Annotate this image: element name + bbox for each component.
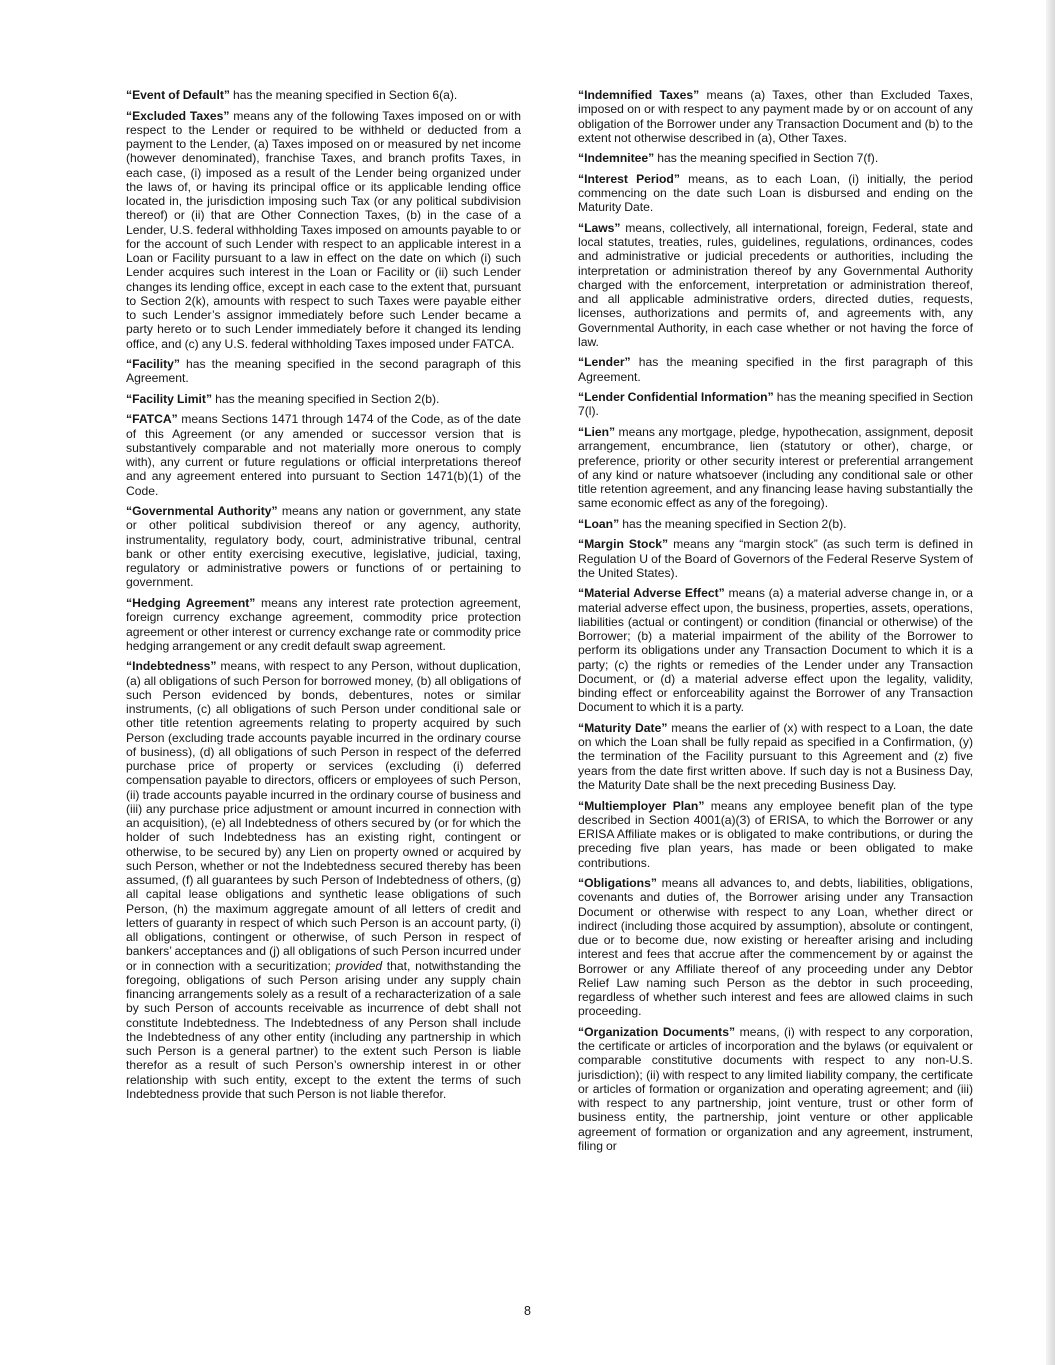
defined-term: “Indebtedness” bbox=[126, 659, 217, 674]
definition-facility-limit bbox=[126, 392, 521, 406]
defined-term: “Maturity Date” bbox=[578, 720, 668, 735]
definition-organization-documents bbox=[578, 1025, 973, 1153]
defined-term: “Laws” bbox=[578, 220, 621, 235]
left-column bbox=[126, 88, 521, 1107]
definition-text: means any interest rate protection agreement, foreign currency exchange agreement, commodity price protection agreement or other interest or currency exchange rate or commodity price hedging arrangement or any credit default swap agreement. bbox=[126, 596, 521, 653]
definition-text: means all advances to, and debts, liabilities, obligations, covenants and duties of, the Borrower arising under any Transaction Document or otherwise with respect to any Loan, whether direct or indirect (including those acquired by assumption), absolute or contingent, due or to become due, now existing or hereafter arising and including interest and fees that accrue after the commencement by or against the Borrower or any Affiliate thereof of any proceeding under any Debtor Relief Law naming such Person as the debtor in such proceeding, regardless of whether such interest and fees are allowed claims in such proceeding. bbox=[578, 876, 973, 1019]
defined-term: “Event of Default” bbox=[126, 88, 230, 102]
definition-text: means any mortgage, pledge, hypothecation, assignment, deposit arrangement, encumbrance, lien (statutory or other), charge, or preference, priority or other security interest or preferential arrangement of any kind or nature whatsoever (including any conditional sale or other title retention agreement, and any financing lease having substantially the same economic effect as any of the foregoing). bbox=[578, 425, 973, 511]
definition-text: means any nation or government, any state or other political subdivision thereof or any agency, authority, instrumentality, regulatory body, court, administrative tribunal, central bank or other entity exercising executive, legislative, judicial, taxing, regulatory or administrative powers or functions of or pertaining to government. bbox=[126, 504, 521, 590]
definition-laws bbox=[578, 221, 973, 349]
defined-term: “Hedging Agreement” bbox=[126, 596, 256, 611]
definition-text-continued: that, notwithstanding the foregoing, obligations of such Person arising under any supply chain financing arrangements solely as a result of a recharacterization of a sale by such Person of accounts receivable as incurrence of debt shall not constitute Indebtedness. The Indebtedness of any Person shall include the Indebtedness of any other entity (including any partnership in which such Person is a general partner) to the extent such Person is liable therefor as a result of such Person’s ownership interest in or other relationship with such entity, except to the extent the terms of such Indebtedness provide that such Person is not liable therefor. bbox=[126, 958, 521, 1101]
definition-indemnified-taxes bbox=[578, 88, 973, 145]
defined-term: “Facility” bbox=[126, 357, 180, 372]
defined-term: “Excluded Taxes” bbox=[126, 108, 230, 123]
definition-governmental-authority bbox=[126, 504, 521, 590]
defined-term: “Facility Limit” bbox=[126, 391, 213, 406]
definition-indebtedness bbox=[126, 659, 521, 1101]
definition-text: has the meaning specified in Section 2(b). bbox=[212, 391, 440, 406]
defined-term: “Lender” bbox=[578, 355, 631, 370]
defined-term: “Multiemployer Plan” bbox=[578, 798, 705, 813]
defined-term: “Obligations” bbox=[578, 876, 657, 891]
definition-lien bbox=[578, 425, 973, 511]
definition-obligations bbox=[578, 876, 973, 1019]
definition-text: means, (i) with respect to any corporation, the certificate or articles of incorporation and the bylaws (or equivalent or comparable constitutive documents with respect to any non-U.S. jurisdiction); (ii) with respect to any limited liability company, the certificate or articles of formation or organization and operating agreement; and (iii) with respect to any partnership, joint venture, trust or other form of business entity, the partnership, joint venture or other applicable agreement of formation or organization and any agreement, instrument, filing or bbox=[578, 1024, 973, 1153]
page-number: 8 bbox=[524, 1304, 531, 1318]
definition-text: means, collectively, all international, foreign, Federal, state and local statutes, treaties, rules, guidelines, regulations, ordinances, codes and administrative or judicial precedents or authorities, including the interpretation or administration thereof by any Governmental Authority charged with the enforcement, interpretation or administration thereof, and all applicable administrative orders, directed duties, requests, licenses, authorizations and permits of, and agreements with, any Governmental Authority, in each case whether or not having the force of law. bbox=[578, 220, 973, 349]
defined-term: “Material Adverse Effect” bbox=[578, 586, 725, 601]
defined-term: “Lender Confidential Information” bbox=[578, 390, 774, 405]
right-column bbox=[578, 88, 973, 1159]
scan-page-edge bbox=[1046, 0, 1055, 1365]
defined-term: “Indemnitee” bbox=[578, 151, 655, 166]
defined-term: “Indemnified Taxes” bbox=[578, 88, 700, 102]
defined-term: “Margin Stock” bbox=[578, 537, 669, 552]
definition-interest-period bbox=[578, 172, 973, 215]
definition-text: means any employee benefit plan of the type described in Section 4001(a)(3) of ERISA, to which the Borrower or any ERISA Affiliate makes or is obligated to make contributions, or during the preceding five plan years, has made or been obligated to make contributions. bbox=[578, 798, 973, 870]
definition-text: means Sections 1471 through 1474 of the Code, as of the date of this Agreement (or any amended or successor version that is substantively comparable and not materially more onerous to comply with), any current or future regulations or official interpretations thereof and any agreement entered into pursuant to Section 1471(b)(1) of the Code. bbox=[126, 412, 521, 498]
definition-text: has the meaning specified in the second paragraph of this Agreement. bbox=[126, 357, 521, 386]
definition-text: means any “margin stock” (as such term is defined in Regulation U of the Board of Governors of the Federal Reserve System of the United States). bbox=[578, 537, 973, 580]
defined-term: “Interest Period” bbox=[578, 171, 680, 186]
definition-text: means (a) a material adverse change in, or a material adverse effect upon, the business, properties, assets, operations, liabilities (actual or contingent) or condition (financial or otherwise) of the Borrower; (b) a material impairment of the ability of the Borrower to perform its obligations under any Transaction Document to which it is a party; (c) the rights or remedies of the Lender under any Transaction Document, or (d) a material adverse effect upon the legality, validity, binding effect or enforceability against the Borrower of any Transaction Document to which it is a party. bbox=[578, 586, 973, 715]
definition-event-of-default bbox=[126, 88, 521, 102]
definition-text: has the meaning specified in Section 7(l). bbox=[578, 390, 973, 419]
definition-text: has the meaning specified in the first paragraph of this Agreement. bbox=[578, 355, 973, 384]
definition-text: has the meaning specified in Section 6(a). bbox=[229, 88, 458, 102]
definition-facility bbox=[126, 357, 521, 386]
definition-margin-stock bbox=[578, 537, 973, 580]
definition-text: means any of the following Taxes imposed on or with respect to the Lender or required to be withheld or deducted from a payment to the Lender, (a) Taxes imposed on or measured by net income (however denominated), franchise Taxes, and branch profits Taxes, in each case, (i) imposed as a result of the Lender being organized under the laws of, or having its principal office or its applicable lending office located in, the jurisdiction imposing such Tax (or any political subdivision thereof) or (ii) that are Other Connection Taxes, (b) in the case of a Lender, U.S. federal withholding Taxes imposed on amounts payable to or for the account of such Lender with respect to an applicable interest in a Loan or Facility pursuant to a law in effect on the date on which (i) such Lender acquires such interest in the Loan or Facility or (ii) such Lender changes its lending office, except in each case to the extent that, pursuant to Section 2(k), amounts with respect to such Taxes were payable either to such Lender’s assignor immediately before such Lender became a party hereto or to such Lender immediately before it changed its lending office, and (c) any U.S. federal withholding Taxes imposed under FATCA. bbox=[126, 108, 522, 351]
definition-maturity-date bbox=[578, 721, 973, 792]
definition-multiemployer-plan bbox=[578, 799, 973, 870]
definition-indemnitee bbox=[578, 151, 973, 165]
definition-text: has the meaning specified in Section 7(f). bbox=[654, 151, 879, 166]
defined-term: “Loan” bbox=[578, 516, 620, 531]
definition-loan bbox=[578, 517, 973, 531]
defined-term: “Organization Documents” bbox=[578, 1024, 736, 1039]
definition-italic-text: provided bbox=[335, 958, 383, 973]
definition-text: means the earlier of (x) with respect to a Loan, the date on which the Loan shall be fully repaid as specified in a Confirmation, (y) the termination of the Facility pursuant to this Agreement and (z) five years from the date first written above. If such day is not a Business Day, the Maturity Date shall be the next preceding Business Day. bbox=[578, 720, 973, 792]
definition-text: means (a) Taxes, other than Excluded Taxes, imposed on or with respect to any payment made by or on account of any obligation of the Borrower under any Transaction Document and (b) to the extent not otherwise described in (a), Other Taxes. bbox=[578, 88, 973, 145]
definition-text: means, as to each Loan, (i) initially, the period commencing on the date such Loan is disbursed and ending on the Maturity Date. bbox=[578, 171, 973, 215]
definition-hedging-agreement bbox=[126, 596, 521, 653]
definition-material-adverse-effect bbox=[578, 586, 973, 714]
defined-term: “Governmental Authority” bbox=[126, 504, 278, 519]
definition-fatca bbox=[126, 412, 521, 498]
definition-text: has the meaning specified in Section 2(b). bbox=[619, 516, 847, 531]
definition-text: means, with respect to any Person, without duplication, (a) all obligations of such Person for borrowed money, (b) all obligations of such Person evidenced by bonds, debentures, notes or similar instruments, (c) all obligations of such Person under conditional sale or other title retention agreements relating to property acquired by such Person (excluding trade accounts payable incurred in the ordinary course of business), (d) all obligations of such Person in respect of the deferred purchase price of property or services (excluding (i) deferred compensation payable to directors, officers or employees of such Person, (ii) trade accounts payable incurred in the ordinary course of business and (iii) any purchase price adjustment or amount incurred in connection with an acquisition), (e) all Indebtedness of others secured by (or for which the holder of such Indebtedness has an existing right, contingent or otherwise, to be secured by) any Lien on property owned or acquired by such Person, whether or not the Indebtedness secured thereby has been assumed, (f) all guarantees by such Person of Indebtedness of others, (g) all capital lease obligations and synthetic lease obligations of such Person, (h) the maximum aggregate amount of all letters of credit and letters of guaranty in respect of which such Person is an account party, (i) all obligations, contingent or otherwise, of such Person in respect of bankers’ acceptances and (j) all obligations of such Person incurred under or in connection with a securitization; bbox=[126, 659, 521, 973]
definition-excluded-taxes bbox=[126, 109, 521, 351]
definition-lender-confidential-information bbox=[578, 390, 973, 419]
defined-term: “Lien” bbox=[578, 425, 616, 440]
defined-term: “FATCA” bbox=[126, 412, 178, 427]
definition-lender bbox=[578, 355, 973, 384]
